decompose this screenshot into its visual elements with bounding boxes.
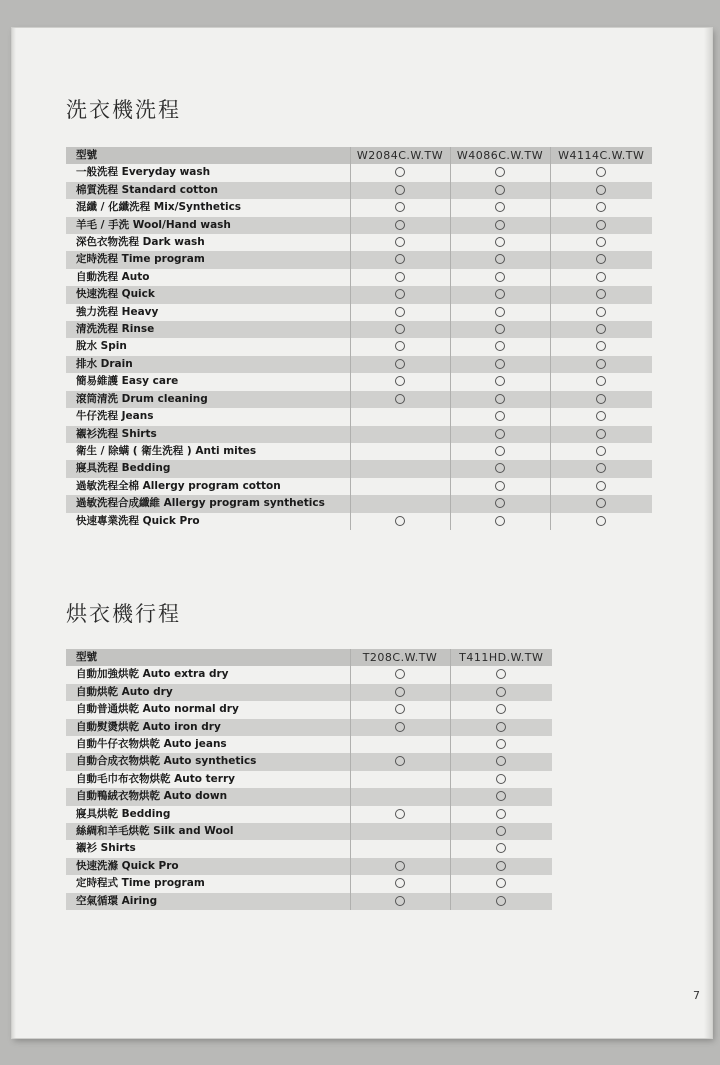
washer-availability-cell [350, 408, 450, 425]
available-circle-icon [395, 722, 405, 732]
available-circle-icon [596, 254, 606, 264]
available-circle-icon [495, 341, 505, 351]
dryer-availability-cell [350, 840, 450, 857]
available-circle-icon [596, 220, 606, 230]
washer-table-row [66, 304, 652, 321]
dryer-table-row [66, 806, 552, 823]
washer-program-label: 襯衫洗程 Shirts [66, 426, 350, 443]
washer-table-row [66, 513, 652, 530]
dryer-availability-cell [450, 875, 552, 892]
available-circle-icon [395, 167, 405, 177]
dryer-availability-cell [350, 858, 450, 875]
available-circle-icon [596, 411, 606, 421]
available-circle-icon [496, 791, 506, 801]
available-circle-icon [495, 202, 505, 212]
available-circle-icon [395, 202, 405, 212]
washer-table-row [66, 338, 652, 355]
washer-availability-cell [350, 269, 450, 286]
available-circle-icon [395, 220, 405, 230]
washer-availability-cell [450, 199, 550, 216]
dryer-program-label: 絲綢和羊毛烘乾 Silk and Wool [66, 823, 350, 840]
washer-table-row [66, 234, 652, 251]
washer-table-row [66, 269, 652, 286]
washer-table-row [66, 495, 652, 512]
available-circle-icon [395, 809, 405, 819]
washer-table-row [66, 460, 652, 477]
washer-availability-cell [450, 217, 550, 234]
washer-availability-cell [450, 391, 550, 408]
available-circle-icon [395, 756, 405, 766]
dryer-availability-cell [350, 719, 450, 736]
dryer-table-row [66, 893, 552, 910]
available-circle-icon [596, 289, 606, 299]
washer-availability-cell [450, 234, 550, 251]
dryer-program-label: 快速洗滌 Quick Pro [66, 858, 350, 875]
washer-program-label: 定時洗程 Time program [66, 251, 350, 268]
dryer-table-row [66, 858, 552, 875]
washer-availability-cell [450, 164, 550, 181]
available-circle-icon [496, 878, 506, 888]
dryer-program-table [66, 649, 552, 910]
available-circle-icon [596, 429, 606, 439]
washer-model-header: W4114C.W.TW [550, 147, 652, 164]
washer-availability-cell [450, 495, 550, 512]
dryer-table-row [66, 666, 552, 683]
available-circle-icon [496, 896, 506, 906]
washer-availability-cell [450, 373, 550, 390]
dryer-program-label: 自動牛仔衣物烘乾 Auto jeans [76, 738, 227, 751]
available-circle-icon [395, 307, 405, 317]
available-circle-icon [495, 463, 505, 473]
dryer-model-header: T411HD.W.TW [450, 649, 552, 666]
dryer-program-label: 自動烘乾 Auto dry [66, 684, 350, 701]
washer-program-label: 混纖 / 化纖洗程 Mix/Synthetics [76, 201, 242, 214]
washer-availability-cell [350, 251, 450, 268]
washer-availability-cell [350, 321, 450, 338]
washer-availability-cell [350, 495, 450, 512]
washer-program-label: 快速洗程 Quick [66, 286, 350, 303]
dryer-program-label: 自動合成衣物烘乾 Auto synthetics [66, 753, 350, 770]
available-circle-icon [596, 394, 606, 404]
washer-program-label: 自動洗程 Auto [76, 270, 150, 283]
available-circle-icon [495, 272, 505, 282]
washer-program-label: 滾筒清洗 Drum cleaning [66, 391, 350, 408]
washer-table-row [66, 443, 652, 460]
washer-availability-cell [450, 513, 550, 530]
dryer-program-label: 襯衫 Shirts [76, 842, 136, 855]
washer-program-label: 牛仔洗程 Jeans [76, 410, 154, 423]
washer-availability-cell [350, 443, 450, 460]
washer-availability-cell [550, 251, 652, 268]
dryer-availability-cell [350, 875, 450, 892]
dryer-table-row [66, 753, 552, 770]
dryer-table-row [66, 719, 552, 736]
brochure-page [12, 28, 712, 1038]
available-circle-icon [596, 185, 606, 195]
available-circle-icon [495, 429, 505, 439]
available-circle-icon [495, 324, 505, 334]
dryer-model-header: T208C.W.TW [350, 649, 450, 666]
washer-table-row [66, 391, 652, 408]
dryer-program-label: 自動熨燙烘乾 Auto iron dry [66, 719, 350, 736]
dryer-section-title: 烘衣機行程 [66, 602, 181, 626]
available-circle-icon [596, 498, 606, 508]
dryer-availability-cell [450, 858, 552, 875]
washer-table-row [66, 182, 652, 199]
washer-availability-cell [350, 513, 450, 530]
washer-table-row [66, 373, 652, 390]
washer-table-row [66, 251, 652, 268]
dryer-program-label: 自動鴨絨衣物烘乾 Auto down [66, 788, 350, 805]
washer-availability-cell [450, 182, 550, 199]
dryer-table-row [66, 788, 552, 805]
washer-program-label: 快速專業洗程 Quick Pro [76, 514, 200, 527]
washer-availability-cell [450, 443, 550, 460]
page-fold-shadow [12, 28, 16, 1038]
washer-availability-cell [550, 391, 652, 408]
washer-program-label: 衛生 / 除螨 ( 衛生洗程 ) Anti mites [76, 444, 257, 457]
dryer-program-label: 自動加強烘乾 Auto extra dry [76, 668, 229, 681]
available-circle-icon [596, 376, 606, 386]
available-circle-icon [495, 307, 505, 317]
washer-availability-cell [550, 304, 652, 321]
washer-availability-cell [550, 321, 652, 338]
available-circle-icon [395, 516, 405, 526]
available-circle-icon [596, 341, 606, 351]
washer-program-label: 一般洗程 Everyday wash [76, 166, 211, 179]
washer-section-title: 洗衣機洗程 [66, 98, 181, 122]
washer-availability-cell [550, 513, 652, 530]
available-circle-icon [496, 722, 506, 732]
dryer-availability-cell [450, 823, 552, 840]
washer-availability-cell [350, 199, 450, 216]
washer-availability-cell [550, 286, 652, 303]
dryer-availability-cell [350, 753, 450, 770]
dryer-header-label: 型號 [66, 649, 350, 666]
washer-availability-cell [450, 408, 550, 425]
available-circle-icon [395, 254, 405, 264]
washer-model-header: W4086C.W.TW [450, 147, 550, 164]
dryer-availability-cell [350, 788, 450, 805]
washer-availability-cell [350, 373, 450, 390]
dryer-availability-cell [350, 736, 450, 753]
available-circle-icon [495, 254, 505, 264]
washer-availability-cell [350, 478, 450, 495]
dryer-program-label: 寢具烘乾 Bedding [76, 807, 171, 820]
washer-availability-cell [450, 478, 550, 495]
dryer-table-row [66, 771, 552, 788]
washer-table-row [66, 164, 652, 181]
washer-availability-cell [550, 338, 652, 355]
washer-availability-cell [550, 373, 652, 390]
washer-table-row [66, 356, 652, 373]
washer-availability-cell [350, 391, 450, 408]
dryer-availability-cell [450, 840, 552, 857]
washer-availability-cell [550, 426, 652, 443]
available-circle-icon [496, 669, 506, 679]
washer-program-label: 簡易維護 Easy care [76, 375, 179, 388]
available-circle-icon [496, 687, 506, 697]
washer-program-label: 過敏洗程合成纖維 Allergy program synthetics [66, 495, 350, 512]
dryer-availability-cell [450, 788, 552, 805]
available-circle-icon [395, 341, 405, 351]
available-circle-icon [495, 237, 505, 247]
dryer-availability-cell [350, 684, 450, 701]
available-circle-icon [495, 446, 505, 456]
washer-table-row [66, 426, 652, 443]
washer-availability-cell [450, 286, 550, 303]
dryer-program-label: 自動毛巾布衣物烘乾 Auto terry [76, 772, 235, 785]
washer-availability-cell [350, 338, 450, 355]
washer-availability-cell [450, 321, 550, 338]
available-circle-icon [495, 359, 505, 369]
available-circle-icon [395, 878, 405, 888]
washer-program-label: 棉質洗程 Standard cotton [66, 182, 350, 199]
available-circle-icon [496, 861, 506, 871]
washer-availability-cell [450, 460, 550, 477]
available-circle-icon [596, 516, 606, 526]
available-circle-icon [496, 704, 506, 714]
washer-availability-cell [350, 164, 450, 181]
available-circle-icon [395, 687, 405, 697]
washer-model-header: W2084C.W.TW [350, 147, 450, 164]
dryer-program-label: 自動普通烘乾 Auto normal dry [76, 703, 239, 716]
dryer-table-row [66, 701, 552, 718]
dryer-availability-cell [450, 806, 552, 823]
dryer-availability-cell [350, 666, 450, 683]
available-circle-icon [395, 359, 405, 369]
available-circle-icon [596, 272, 606, 282]
washer-availability-cell [550, 478, 652, 495]
available-circle-icon [496, 826, 506, 836]
washer-availability-cell [550, 164, 652, 181]
dryer-availability-cell [450, 701, 552, 718]
dryer-availability-cell [350, 771, 450, 788]
available-circle-icon [496, 843, 506, 853]
available-circle-icon [596, 446, 606, 456]
dryer-availability-cell [350, 701, 450, 718]
washer-availability-cell [550, 217, 652, 234]
dryer-table-row [66, 823, 552, 840]
dryer-availability-cell [450, 666, 552, 683]
washer-availability-cell [550, 443, 652, 460]
washer-availability-cell [550, 408, 652, 425]
dryer-header-row [66, 649, 552, 666]
available-circle-icon [395, 272, 405, 282]
washer-table-row [66, 408, 652, 425]
washer-availability-cell [450, 269, 550, 286]
washer-availability-cell [350, 286, 450, 303]
available-circle-icon [495, 394, 505, 404]
washer-availability-cell [550, 269, 652, 286]
page-number: 7 [693, 989, 700, 1002]
washer-program-table [66, 147, 652, 530]
washer-availability-cell [450, 338, 550, 355]
available-circle-icon [495, 411, 505, 421]
washer-program-label: 強力洗程 Heavy [76, 305, 159, 318]
washer-program-label: 清洗洗程 Rinse [66, 321, 350, 338]
washer-availability-cell [450, 426, 550, 443]
washer-availability-cell [350, 356, 450, 373]
washer-availability-cell [350, 460, 450, 477]
available-circle-icon [596, 463, 606, 473]
dryer-availability-cell [450, 719, 552, 736]
available-circle-icon [495, 516, 505, 526]
available-circle-icon [495, 376, 505, 386]
dryer-availability-cell [450, 736, 552, 753]
available-circle-icon [496, 809, 506, 819]
washer-table-row [66, 286, 652, 303]
washer-program-label: 脫水 Spin [76, 340, 127, 353]
available-circle-icon [395, 861, 405, 871]
washer-availability-cell [550, 356, 652, 373]
washer-program-label: 寢具洗程 Bedding [66, 460, 350, 477]
dryer-table-row [66, 875, 552, 892]
page-edge-shadow [704, 28, 712, 1038]
available-circle-icon [395, 896, 405, 906]
available-circle-icon [495, 185, 505, 195]
available-circle-icon [395, 704, 405, 714]
washer-table-row [66, 321, 652, 338]
available-circle-icon [596, 167, 606, 177]
available-circle-icon [596, 359, 606, 369]
dryer-availability-cell [450, 893, 552, 910]
available-circle-icon [395, 324, 405, 334]
washer-availability-cell [550, 234, 652, 251]
washer-program-label: 排水 Drain [66, 356, 350, 373]
washer-availability-cell [350, 304, 450, 321]
available-circle-icon [495, 220, 505, 230]
washer-availability-cell [350, 426, 450, 443]
dryer-program-label: 定時程式 Time program [76, 877, 205, 890]
dryer-availability-cell [450, 684, 552, 701]
available-circle-icon [596, 481, 606, 491]
washer-table-row [66, 199, 652, 216]
washer-availability-cell [550, 182, 652, 199]
available-circle-icon [596, 324, 606, 334]
washer-availability-cell [350, 182, 450, 199]
washer-program-label: 深色衣物洗程 Dark wash [76, 236, 205, 249]
washer-availability-cell [550, 495, 652, 512]
washer-availability-cell [450, 304, 550, 321]
washer-availability-cell [450, 251, 550, 268]
washer-availability-cell [550, 199, 652, 216]
available-circle-icon [596, 202, 606, 212]
available-circle-icon [395, 237, 405, 247]
available-circle-icon [495, 167, 505, 177]
available-circle-icon [496, 774, 506, 784]
dryer-table-row [66, 684, 552, 701]
washer-table-row [66, 217, 652, 234]
washer-table-row [66, 478, 652, 495]
dryer-availability-cell [350, 893, 450, 910]
available-circle-icon [395, 289, 405, 299]
washer-availability-cell [550, 460, 652, 477]
dryer-table-row [66, 736, 552, 753]
dryer-availability-cell [450, 771, 552, 788]
available-circle-icon [495, 498, 505, 508]
washer-program-label: 羊毛 / 手洗 Wool/Hand wash [66, 217, 350, 234]
washer-program-label: 過敏洗程全棉 Allergy program cotton [76, 479, 281, 492]
dryer-table-row [66, 840, 552, 857]
dryer-availability-cell [350, 806, 450, 823]
dryer-availability-cell [450, 753, 552, 770]
washer-header-row [66, 147, 652, 164]
available-circle-icon [596, 307, 606, 317]
washer-availability-cell [450, 356, 550, 373]
available-circle-icon [395, 394, 405, 404]
washer-header-label: 型號 [66, 147, 350, 164]
available-circle-icon [395, 376, 405, 386]
available-circle-icon [395, 185, 405, 195]
available-circle-icon [395, 669, 405, 679]
dryer-availability-cell [350, 823, 450, 840]
available-circle-icon [496, 756, 506, 766]
available-circle-icon [495, 481, 505, 491]
washer-availability-cell [350, 234, 450, 251]
dryer-program-label: 空氣循環 Airing [66, 893, 350, 910]
available-circle-icon [596, 237, 606, 247]
washer-availability-cell [350, 217, 450, 234]
available-circle-icon [495, 289, 505, 299]
available-circle-icon [496, 739, 506, 749]
